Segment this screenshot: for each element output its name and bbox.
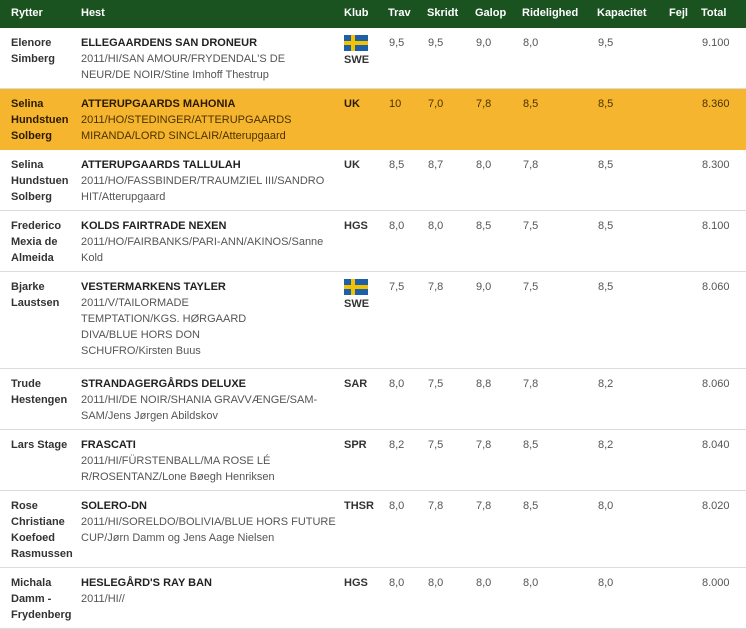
club-cell	[341, 272, 388, 369]
club-cell	[341, 150, 388, 211]
club-cell	[341, 491, 388, 568]
score-kapacitet: 8,0	[597, 568, 669, 629]
score-total: 8.100	[701, 211, 746, 272]
club-code: UK	[344, 98, 360, 110]
score-total: 8.060	[701, 272, 746, 369]
score-ridelighed: 8,0	[522, 568, 597, 629]
club-cell	[341, 211, 388, 272]
horse-cell	[79, 150, 341, 211]
horse-cell	[79, 89, 341, 150]
score-total: 8.300	[701, 150, 746, 211]
score-ridelighed: 8,5	[522, 89, 597, 150]
score-trav: 9,5	[388, 28, 427, 89]
score-kapacitet: 8,2	[597, 430, 669, 491]
table-row[interactable]	[0, 89, 746, 150]
score-skridt: 8,0	[427, 211, 475, 272]
club-code: HGS	[344, 577, 368, 589]
horse-pedigree: 2011/HI/SAN AMOUR/FRYDENDAL'S DE NEUR/DE NOIR/Stine Imhoff Thestrup	[81, 53, 286, 81]
horse-name: KOLDS FAIRTRADE NEXEN	[81, 220, 227, 232]
club-code: SPR	[344, 439, 367, 451]
score-skridt: 7,8	[427, 272, 475, 369]
score-fejl	[669, 28, 701, 89]
score-total: 8.020	[701, 491, 746, 568]
score-galop: 7,8	[475, 491, 522, 568]
score-galop: 7,8	[475, 89, 522, 150]
score-fejl	[669, 430, 701, 491]
rider-name: Michala Damm - Frydenberg	[0, 568, 79, 629]
header-row	[0, 0, 746, 28]
horse-cell	[79, 430, 341, 491]
score-total: 8.060	[701, 369, 746, 430]
score-galop: 8,5	[475, 211, 522, 272]
horse-name: ATTERUPGAARDS TALLULAH	[81, 159, 241, 171]
col-header-horse: Hest	[81, 6, 105, 19]
col-header-rider: Rytter	[11, 6, 43, 19]
score-total: 8.040	[701, 430, 746, 491]
horse-name: VESTERMARKENS TAYLER	[81, 281, 226, 293]
club-code: HGS	[344, 220, 368, 232]
score-kapacitet: 8,0	[597, 491, 669, 568]
horse-pedigree: 2011/HO/FAIRBANKS/PARI-ANN/AKINOS/Sanne Kold	[81, 236, 324, 264]
score-trav: 8,0	[388, 369, 427, 430]
club-code: SWE	[344, 298, 370, 310]
score-kapacitet: 8,5	[597, 150, 669, 211]
horse-name: STRANDAGERGÅRDS DELUXE	[81, 378, 247, 390]
score-kapacitet: 8,2	[597, 369, 669, 430]
col-header-total: Total	[701, 6, 727, 19]
table-row[interactable]	[0, 568, 746, 629]
sweden-flag-icon	[344, 35, 368, 51]
score-trav: 8,0	[388, 568, 427, 629]
club-cell	[341, 28, 388, 89]
score-ridelighed: 7,8	[522, 369, 597, 430]
rider-name: Rose Christiane Koefoed Rasmussen	[0, 491, 79, 568]
table-row[interactable]	[0, 369, 746, 430]
score-trav: 8,2	[388, 430, 427, 491]
score-fejl	[669, 89, 701, 150]
col-header-ridelighed: Ridelighed	[522, 6, 579, 19]
score-kapacitet: 8,5	[597, 272, 669, 369]
score-trav: 8,5	[388, 150, 427, 211]
sweden-flag-icon	[344, 279, 368, 295]
rider-name: Selina Hundstuen Solberg	[0, 150, 79, 211]
score-kapacitet: 9,5	[597, 28, 669, 89]
club-code: UK	[344, 159, 360, 171]
score-trav: 8,0	[388, 211, 427, 272]
score-ridelighed: 7,8	[522, 150, 597, 211]
horse-cell	[79, 568, 341, 629]
table-row[interactable]	[0, 272, 746, 369]
horse-cell	[79, 211, 341, 272]
score-skridt: 8,0	[427, 568, 475, 629]
horse-cell	[79, 369, 341, 430]
rider-name: Lars Stage	[0, 430, 79, 491]
club-cell	[341, 369, 388, 430]
score-trav: 10	[388, 89, 427, 150]
rider-name: Selina Hundstuen Solberg	[0, 89, 79, 150]
score-galop: 7,8	[475, 430, 522, 491]
col-header-fejl: Fejl	[669, 6, 688, 19]
score-total: 8.000	[701, 568, 746, 629]
score-fejl	[669, 272, 701, 369]
score-fejl	[669, 369, 701, 430]
score-trav: 7,5	[388, 272, 427, 369]
club-code: THSR	[344, 500, 374, 512]
horse-name: HESLEGÅRD'S RAY BAN	[81, 577, 212, 589]
horse-name: FRASCATI	[81, 439, 136, 451]
club-cell	[341, 568, 388, 629]
club-code: SAR	[344, 378, 368, 390]
horse-cell	[79, 28, 341, 89]
score-fejl	[669, 211, 701, 272]
horse-pedigree: 2011/HI//	[81, 593, 125, 605]
rider-name: Frederico Mexia de Almeida	[0, 211, 79, 272]
score-total: 8.360	[701, 89, 746, 150]
score-skridt: 8,7	[427, 150, 475, 211]
score-ridelighed: 7,5	[522, 211, 597, 272]
score-galop: 8,0	[475, 150, 522, 211]
horse-pedigree: 2011/HO/FASSBINDER/TRAUMZIEL III/SANDRO HIT/Atterupgaard	[81, 175, 325, 203]
score-galop: 8,8	[475, 369, 522, 430]
score-fejl	[669, 150, 701, 211]
col-header-galop: Galop	[475, 6, 507, 19]
score-trav: 8,0	[388, 491, 427, 568]
score-fejl	[669, 568, 701, 629]
table-row[interactable]	[0, 28, 746, 89]
rider-name: Trude Hestengen	[0, 369, 79, 430]
score-skridt: 9,5	[427, 28, 475, 89]
horse-name: ATTERUPGAARDS MAHONIA	[81, 98, 236, 110]
rider-name: Elenore Simberg	[0, 28, 79, 89]
results-body	[0, 28, 746, 629]
score-fejl	[669, 491, 701, 568]
horse-pedigree: 2011/HI/FÜRSTENBALL/MA ROSE LÉ R/ROSENTANZ/Lone Bøegh Henriksen	[81, 455, 275, 483]
score-ridelighed: 8,5	[522, 430, 597, 491]
score-galop: 9,0	[475, 272, 522, 369]
col-header-club: Klub	[344, 6, 369, 19]
table-row[interactable]	[0, 430, 746, 491]
table-row[interactable]	[0, 491, 746, 568]
score-ridelighed: 7,5	[522, 272, 597, 369]
score-galop: 9,0	[475, 28, 522, 89]
score-skridt: 7,5	[427, 430, 475, 491]
club-cell	[341, 430, 388, 491]
score-skridt: 7,0	[427, 89, 475, 150]
club-cell	[341, 89, 388, 150]
score-total: 9.100	[701, 28, 746, 89]
table-row[interactable]	[0, 150, 746, 211]
horse-cell	[79, 491, 341, 568]
score-ridelighed: 8,0	[522, 28, 597, 89]
score-skridt: 7,8	[427, 491, 475, 568]
table-row[interactable]	[0, 211, 746, 272]
rider-name: Bjarke Laustsen	[0, 272, 79, 369]
score-skridt: 7,5	[427, 369, 475, 430]
col-header-skridt: Skridt	[427, 6, 459, 19]
horse-pedigree: 2011/HI/DE NOIR/SHANIA GRAVVÆNGE/SAM-SAM/Jens Jørgen Abildskov	[81, 394, 318, 422]
horse-cell	[79, 272, 341, 369]
col-header-kapacitet: Kapacitet	[597, 6, 647, 19]
horse-name: ELLEGAARDENS SAN DRONEUR	[81, 37, 258, 49]
score-ridelighed: 8,5	[522, 491, 597, 568]
horse-pedigree: 2011/HI/SORELDO/BOLIVIA/BLUE HORS FUTURE CUP/Jørn Damm og Jens Aage Nielsen	[81, 516, 336, 544]
club-code: SWE	[344, 54, 370, 66]
horse-pedigree: 2011/HO/STEDINGER/ATTERUPGAARDS MIRANDA/LORD SINCLAIR/Atterupgaard	[81, 114, 292, 142]
horse-name: SOLERO-DN	[81, 500, 147, 512]
score-kapacitet: 8,5	[597, 89, 669, 150]
score-kapacitet: 8,5	[597, 211, 669, 272]
horse-pedigree: 2011/V/TAILORMADE TEMPTATION/KGS. HØRGAARD DIVA/BLUE HORS DON SCHUFRO/Kirsten Buus	[81, 297, 247, 357]
score-galop: 8,0	[475, 568, 522, 629]
col-header-trav: Trav	[388, 6, 411, 19]
